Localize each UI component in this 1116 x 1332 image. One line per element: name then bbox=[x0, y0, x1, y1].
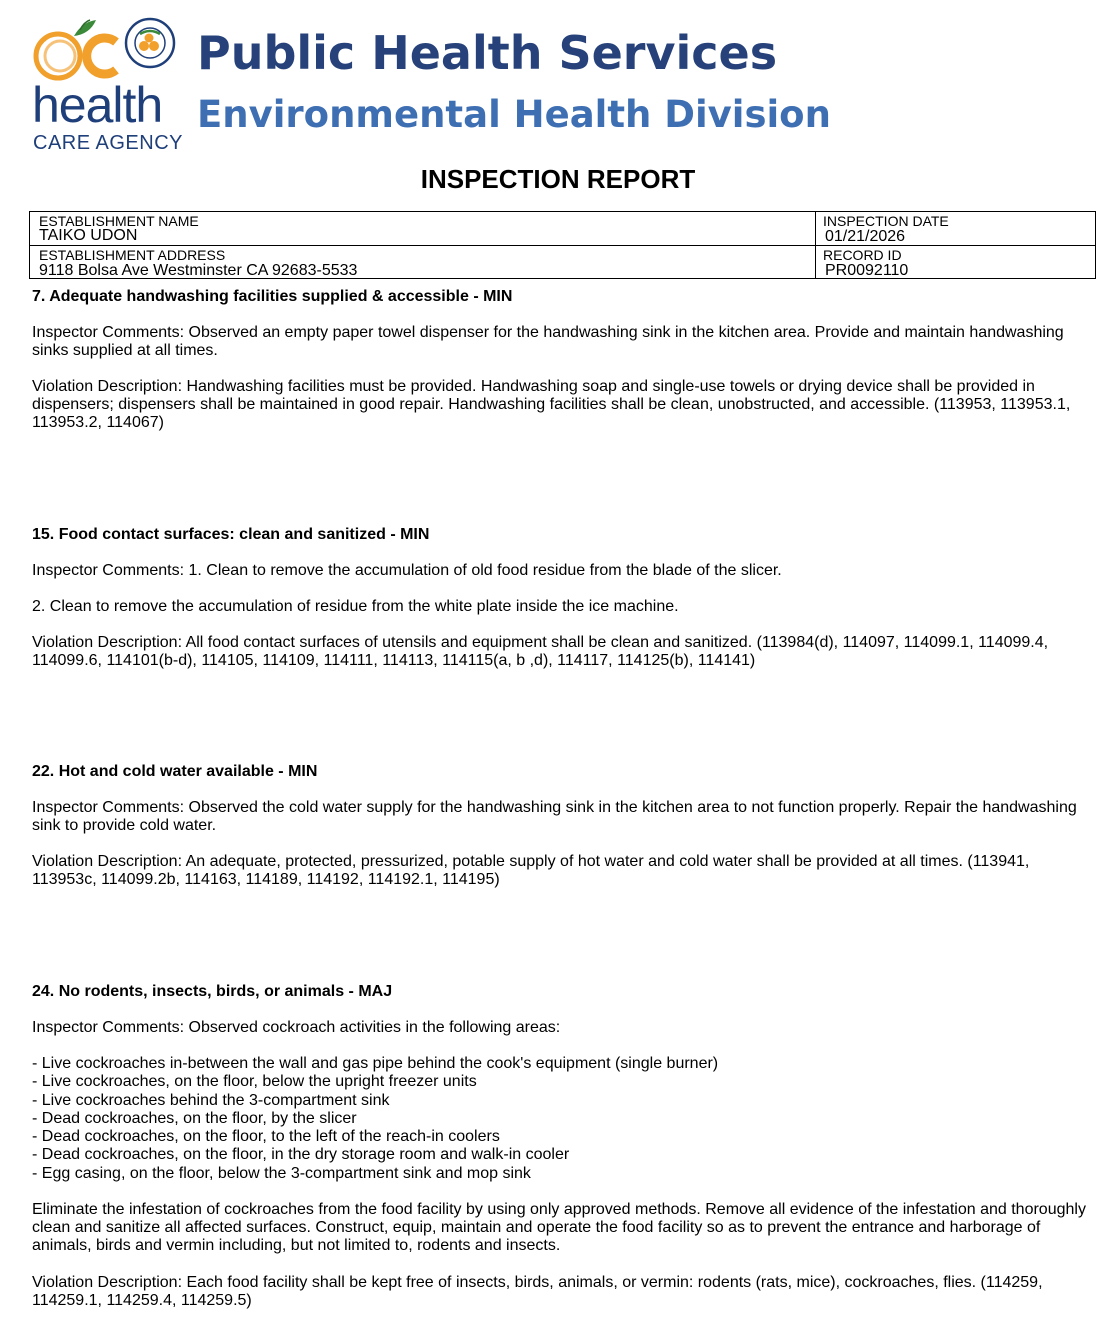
violation-description: Violation Description: An adequate, protected, pressurized, potable supply of hot water and cold water shall be provided at all times. (113941, 113953c, 114099.2b, 114163, 114189, 114192, 114192.1, 114195) bbox=[32, 853, 1030, 888]
logo-care-agency-text: CARE AGENCY bbox=[33, 132, 183, 154]
violation-description: Violation Description: Handwashing facilities must be provided. Handwashing soap and single-use towels or drying device shall be provided in dispensers; dispensers shall be maintained in good repair. Handwashing facilities shall be clean, unobstructed, and accessible. (113953, 113953.1, 113953.2, 114067) bbox=[32, 378, 1071, 431]
list-item: - Live cockroaches, on the floor, below the upright freezer units bbox=[32, 1073, 477, 1091]
inspection-date-label: INSPECTION DATE bbox=[823, 213, 949, 229]
inspection-date: 01/21/2026 bbox=[825, 228, 906, 245]
inspector-comments: Inspector Comments: Observed cockroach activities in the following areas: bbox=[32, 1019, 561, 1036]
list-item: - Dead cockroaches, on the floor, by the slicer bbox=[32, 1109, 357, 1127]
inspector-comments-continued: 2. Clean to remove the accumulation of residue from the white plate inside the ice machine. bbox=[32, 598, 679, 615]
oc-logo-mark-icon bbox=[30, 16, 190, 86]
corrective-action: Eliminate the infestation of cockroaches from the food facility by using only approved methods. Remove all evidence of the infestation and thoroughly clean and sanitize all affected surfaces. Construct, equip, maintain and operate the food facility so as to prevent the entrance and harborage of animals, birds and vermin including, but not limited to, rodents and insects. bbox=[32, 1201, 1086, 1255]
violation-description: Violation Description: All food contact surfaces of utensils and equipment shall be clean and sanitized. (113984(d), 114097, 114099.1, 114099.4, 114099.6, 114101(b-d), 114105, 114109, 114111, 114113, 114115(a, b ,d), 114117, 114125(b), 114141) bbox=[32, 634, 1049, 669]
record-id-label: RECORD ID bbox=[823, 247, 902, 263]
observation-list bbox=[32, 1055, 1092, 1183]
record-id: PR0092110 bbox=[825, 262, 909, 279]
list-item: - Live cockroaches behind the 3-compartment sink bbox=[32, 1091, 390, 1109]
violation-description: Violation Description: Each food facility shall be kept free of insects, birds, animals, or vermin: rodents (rats, mice), cockroaches, flies. (114259, 114259.1, 114259.4, 114259.5) bbox=[32, 1274, 1043, 1310]
establishment-name: TAIKO UDON bbox=[39, 227, 138, 244]
violation-item bbox=[32, 525, 1092, 670]
logo-health-text: health bbox=[32, 77, 163, 133]
org-title: Public Health Services bbox=[197, 26, 778, 80]
violation-item bbox=[32, 982, 1092, 1310]
establishment-info-table bbox=[29, 211, 1096, 279]
list-item: - Live cockroaches in-between the wall and gas pipe behind the cook's equipment (single burner) bbox=[32, 1055, 719, 1072]
violation-item bbox=[32, 287, 1092, 432]
violation-item bbox=[32, 762, 1092, 889]
establishment-name-label: ESTABLISHMENT NAME bbox=[39, 213, 199, 229]
list-item: - Egg casing, on the floor, below the 3-compartment sink and mop sink bbox=[32, 1164, 531, 1182]
list-item: - Dead cockroaches, on the floor, in the dry storage room and walk-in cooler bbox=[32, 1146, 570, 1164]
violation-title: 15. Food contact surfaces: clean and sanitized - MIN bbox=[32, 526, 430, 543]
division-title: Environmental Health Division bbox=[197, 93, 831, 136]
violation-title: 24. No rodents, insects, birds, or animals - MAJ bbox=[32, 983, 393, 1000]
table-divider bbox=[30, 245, 1095, 246]
violation-title: 7. Adequate handwashing facilities supplied & accessible - MIN bbox=[32, 288, 513, 305]
establishment-address: 9118 Bolsa Ave Westminster CA 92683-5533 bbox=[39, 262, 358, 279]
inspector-comments: Inspector Comments: Observed the cold water supply for the handwashing sink in the kitchen area to not function properly. Repair the handwashing sink to provide cold water. bbox=[32, 799, 1077, 834]
inspector-comments: Inspector Comments: Observed an empty paper towel dispenser for the handwashing sink in the kitchen area. Provide and maintain handwashing sinks supplied at all times. bbox=[32, 324, 1064, 359]
inspector-comments: Inspector Comments: 1. Clean to remove the accumulation of old food residue from the blade of the slicer. bbox=[32, 562, 782, 579]
establishment-address-label: ESTABLISHMENT ADDRESS bbox=[39, 247, 226, 263]
violations-list bbox=[32, 287, 1092, 1310]
oc-health-care-agency-logo bbox=[30, 16, 190, 154]
violation-title: 22. Hot and cold water available - MIN bbox=[32, 763, 318, 780]
list-item: - Dead cockroaches, on the floor, to the left of the reach-in coolers bbox=[32, 1128, 500, 1146]
report-title: INSPECTION REPORT bbox=[420, 164, 696, 194]
